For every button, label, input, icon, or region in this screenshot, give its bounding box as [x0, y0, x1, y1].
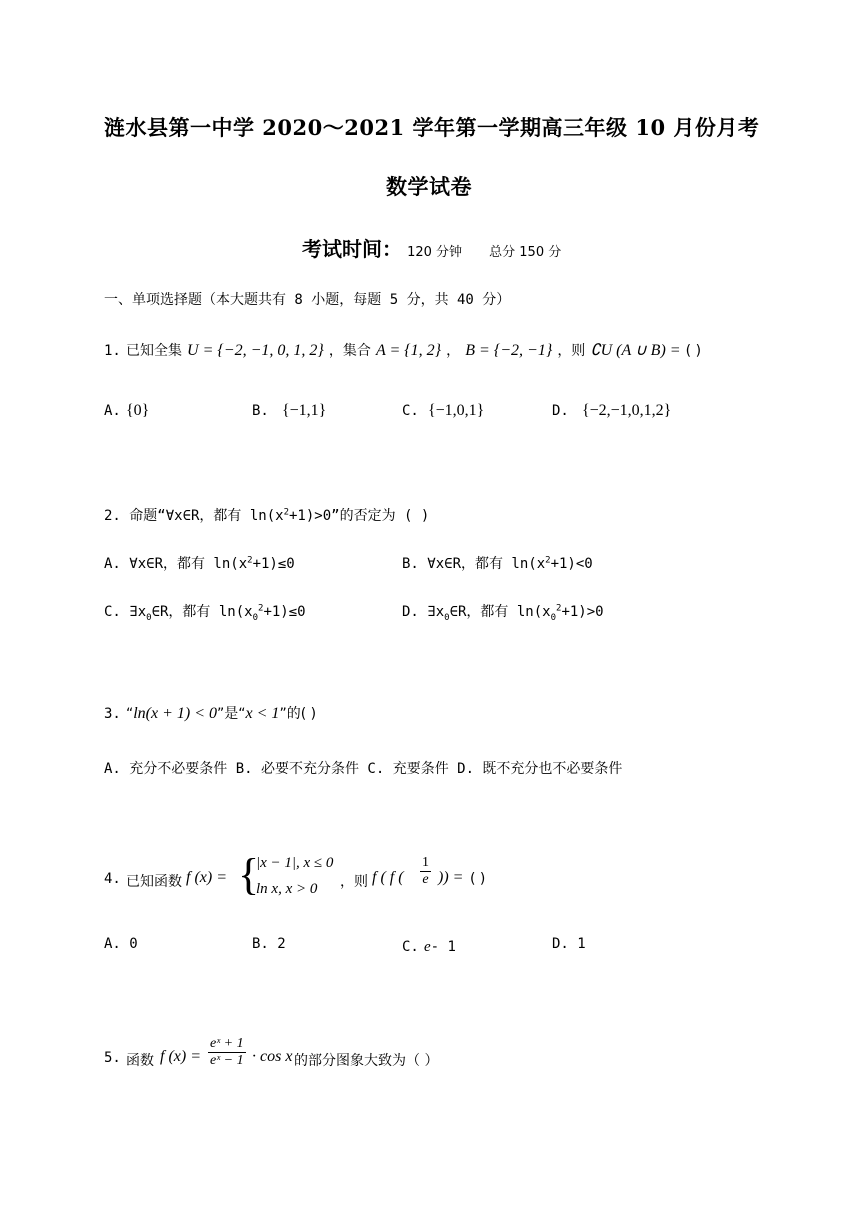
option-value: {0} — [125, 402, 150, 419]
q5-number: 5. — [104, 1050, 121, 1066]
option-text: ∈R，都有 ln(x — [151, 604, 253, 620]
q3-text-mid: ”是“ — [217, 706, 246, 722]
q3-quote: “ — [125, 706, 134, 722]
q4-option-b[interactable]: B. 2 — [252, 936, 286, 952]
question-2 — [104, 505, 429, 525]
option-sup: 2 — [556, 603, 562, 614]
q5-fraction — [208, 1036, 246, 1069]
option-label: A. — [104, 403, 121, 419]
option-sub: 0 — [252, 612, 259, 623]
q5-function: f (x) = — [160, 1048, 201, 1065]
exam-duration: 120 分钟 — [407, 245, 463, 260]
option-label: C. — [402, 403, 419, 419]
q1-option-b[interactable] — [252, 400, 326, 420]
option-sub: 0 — [146, 612, 152, 623]
q4-number: 4. — [104, 871, 121, 887]
q1-option-d[interactable] — [552, 400, 671, 420]
q1-answer-paren: ( ) — [685, 343, 702, 359]
q1-text-a: 已知全集 — [125, 343, 182, 359]
q3-expression-2: x < 1 — [245, 705, 280, 722]
option-text: +1)>0 — [561, 604, 604, 620]
q4-frac-den: e — [422, 872, 429, 887]
q4-function: f (x) = — [186, 869, 227, 886]
q4-brace: { — [238, 850, 260, 899]
q2-option-a[interactable] — [104, 553, 295, 573]
q1-set-b: B = {−2, −1} — [465, 342, 553, 359]
section-heading: 一、单项选择题（本大题共有 8 小题，每题 5 分，共 40 分） — [104, 292, 511, 308]
option-label: C. — [402, 939, 419, 955]
q4-option-a[interactable]: A. 0 — [104, 936, 138, 952]
q2-option-c[interactable] — [104, 601, 306, 623]
q4-answer-paren: ( ) — [470, 871, 486, 887]
q1-text-c: ，则 — [557, 343, 586, 359]
q5-cos: · cos x — [252, 1048, 293, 1065]
q4-option-c[interactable] — [402, 936, 456, 956]
q4-frac-num: 1 — [422, 855, 429, 870]
option-value: {−1,1} — [281, 402, 327, 419]
exam-time-label: 考试时间： — [302, 237, 402, 261]
option-rest: - 1 — [430, 939, 456, 955]
q2-stem-sup: 2 — [283, 507, 289, 518]
option-text: +1)≤0 — [263, 604, 306, 620]
option-sup: 2 — [545, 555, 551, 566]
option-sub: 0 — [550, 612, 557, 623]
q3-expression-1: ln(x + 1) < 0 — [133, 705, 218, 722]
option-value: {−1,0,1} — [427, 402, 485, 419]
q4-case-1: |x − 1|, x ≤ 0 — [256, 855, 334, 871]
option-label: D. — [552, 403, 569, 419]
q4-fraction — [420, 855, 431, 888]
q4-composition-close: )) = — [438, 869, 464, 886]
question-3 — [104, 703, 316, 723]
q1-set-u: U = {−2, −1, 0, 1, 2} — [187, 342, 324, 359]
q1-text-b: ，集合 — [328, 343, 371, 359]
q1-number: 1. — [104, 343, 121, 359]
option-sup: 2 — [258, 603, 264, 614]
question-1 — [104, 340, 701, 360]
q3-text-end: ”的( ) — [279, 706, 317, 722]
q5-frac-den: eˣ − 1 — [210, 1053, 244, 1068]
q4-option-d[interactable]: D. 1 — [552, 936, 586, 952]
q1-option-c[interactable] — [402, 400, 484, 420]
option-value: {−2,−1,0,1,2} — [581, 402, 672, 419]
q5-text-b: 的部分图象大致为（ ） — [294, 1053, 439, 1069]
option-text: +1)≤0 — [252, 556, 295, 572]
q3-number: 3. — [104, 706, 121, 722]
q4-text-b: ，则 — [340, 874, 368, 890]
exam-title: 涟水县第一中学 2020～2021 学年第一学期高三年级 10 月份月考 — [104, 115, 760, 140]
option-sup: 2 — [247, 555, 253, 566]
option-text: B. ∀x∈R，都有 ln(x — [402, 556, 546, 572]
q4-text-a: 已知函数 — [126, 874, 182, 890]
option-text: A. ∀x∈R，都有 ln(x — [104, 556, 248, 572]
q2-stem-a: 2. 命题“∀x∈R，都有 ln(x — [104, 508, 284, 524]
option-label: B. — [252, 403, 269, 419]
q2-option-b[interactable] — [402, 553, 593, 573]
option-e: e — [423, 939, 431, 955]
option-text: ∈R，都有 ln(x — [449, 604, 551, 620]
q1-sep: ， — [446, 343, 461, 359]
option-text: +1)<0 — [550, 556, 593, 572]
exam-time-row — [302, 233, 561, 262]
q1-option-a[interactable] — [104, 400, 149, 420]
option-sub: 0 — [444, 612, 450, 623]
q1-set-a: A = {1, 2} — [375, 342, 442, 359]
q5-text-a: 函数 — [126, 1053, 154, 1069]
q2-stem-b: +1)>0”的否定为 ( ) — [289, 508, 430, 524]
q3-options[interactable]: A. 充分不必要条件 B. 必要不充分条件 C. 充要条件 D. 既不充分也不必要条件 — [104, 761, 623, 777]
exam-subtitle: 数学试卷 — [386, 174, 472, 199]
q1-expression: ∁U (A ∪ B) = — [590, 342, 681, 359]
q5-frac-num: eˣ + 1 — [210, 1036, 244, 1051]
option-text: C. ∃x — [104, 604, 147, 620]
option-text: D. ∃x — [402, 604, 445, 620]
q4-case-2: ln x, x > 0 — [256, 881, 318, 897]
q4-composition: f ( f ( — [372, 869, 404, 886]
q2-option-d[interactable] — [402, 601, 604, 623]
total-score: 总分 150 分 — [489, 245, 562, 260]
